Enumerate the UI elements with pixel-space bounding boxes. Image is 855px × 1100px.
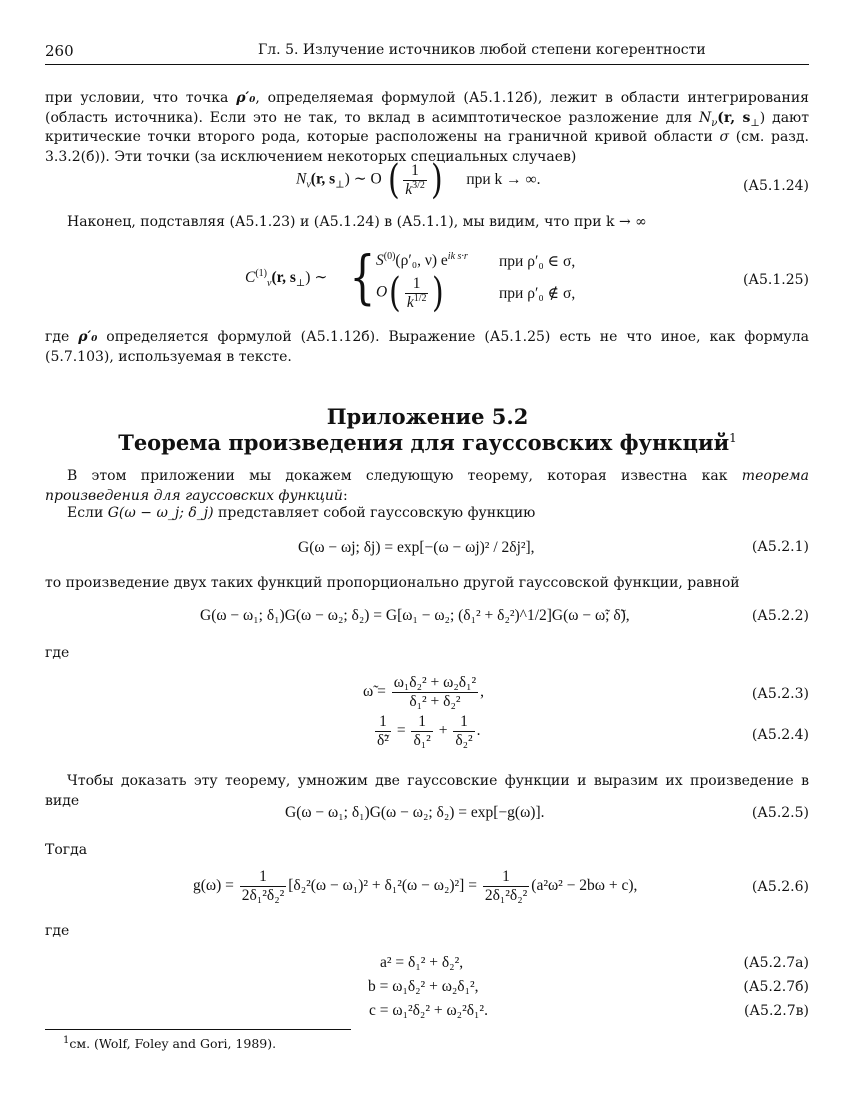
math-args: (r, s <box>310 170 336 188</box>
case1-condition: при ρ′₀ ∈ σ, <box>499 253 576 270</box>
then-label: Тогда <box>45 842 88 858</box>
equation-a5-2-4 <box>373 713 481 750</box>
equation-number: (А5.2.7а) <box>743 955 809 971</box>
math-rho: ρ′₀ <box>236 90 256 106</box>
math-c: C <box>245 269 256 286</box>
equation-number: (А5.2.7б) <box>743 979 809 995</box>
text: где <box>45 329 79 345</box>
page-number: 260 <box>45 42 74 60</box>
equation-a5-2-7a: a² = δ₁² + δ₂², <box>380 954 464 971</box>
paragraph-proof: Чтобы доказать эту теорему, умножим две гауссовские функции и выразим их произведение в виде <box>45 773 809 809</box>
equation-a5-2-1: G(ω − ωj; δj) = exp[−(ω − ωj)² / 2δj²], <box>298 539 535 556</box>
appendix-number: Приложение 5.2 <box>326 404 529 429</box>
equation-a5-1-25-case1 <box>376 252 468 270</box>
equation-number: (А5.1.24) <box>742 178 809 194</box>
superscript: (0) <box>383 250 396 262</box>
equation-number: (А5.2.5) <box>751 805 809 821</box>
math-sigma: σ <box>719 129 730 145</box>
numerator: 1 <box>483 868 529 887</box>
equation-number: (А5.2.4) <box>751 727 809 743</box>
equation-a5-1-25-case2 <box>376 270 446 316</box>
header-rule <box>45 64 809 65</box>
superscript: (1) <box>255 267 268 279</box>
math-n: N <box>296 170 307 188</box>
equation-a5-2-5: G(ω − ω₁; δ₁)G(ω − ω₂; δ₂) = exp[−g(ω)]. <box>285 804 545 821</box>
equation-a5-2-7c: c = ω₁²δ₂² + ω₂²δ₁². <box>369 1002 488 1019</box>
math-s: S <box>376 252 384 269</box>
equation-number: (А5.2.3) <box>751 686 809 702</box>
numerator: 1 <box>405 275 429 294</box>
fraction <box>405 275 429 312</box>
exponent: 3/2 <box>412 179 425 191</box>
where-label: где <box>45 645 70 661</box>
text: ) дают критические точки второго рода, которые расположены на граничной кривой области <box>45 109 809 145</box>
equation-number: (А5.2.1) <box>751 539 809 555</box>
where-label: где <box>45 923 70 939</box>
right-paren: ) <box>432 270 445 316</box>
text: Если <box>67 505 108 521</box>
condition: при k → ∞. <box>466 170 541 188</box>
fraction <box>411 713 432 750</box>
fraction <box>375 713 391 750</box>
numerator: 1 <box>240 868 286 887</box>
denominator: δ̃² <box>377 732 389 749</box>
math-o: O <box>376 283 388 301</box>
text: (см. разд. 3.3.2(б)). Эти точки (за исключением некоторых специальных случаев) <box>45 129 809 165</box>
text: В этом приложении мы докажем следующую теорему, которая известна как <box>67 468 742 484</box>
fraction <box>403 162 427 199</box>
denominator: 2δ₁²δ₂² <box>241 887 285 904</box>
denominator: δ₂² <box>455 732 473 749</box>
equation-a5-2-3 <box>363 674 484 711</box>
paragraph-definition <box>45 504 809 524</box>
denominator: δ₁² <box>413 732 431 749</box>
left-paren: ( <box>389 270 401 316</box>
math-lhs: ω̃ = <box>363 683 386 701</box>
math-sub: ν <box>711 117 718 129</box>
equation-a5-2-6 <box>193 868 637 905</box>
footnote <box>63 1036 276 1051</box>
fraction <box>483 868 529 905</box>
denominator: k <box>405 180 413 198</box>
fraction <box>453 713 474 750</box>
footnote-text: см. (Wolf, Foley and Gori, 1989). <box>69 1036 277 1051</box>
equation-a5-2-2: G(ω − ω₁; δ₁)G(ω − ω₂; δ₂) = G[ω₁ − ω₂; (δ₁² + δ₂²)^1/2]G(ω − ω̃; δ̃), <box>200 607 630 624</box>
punctuation: , <box>480 683 484 701</box>
text: при условии, что точка <box>45 90 237 106</box>
math-perp: ⊥ <box>750 117 760 129</box>
numerator: 1 <box>411 713 432 732</box>
math-sub: ν <box>267 278 272 290</box>
case2-condition: при ρ′₀ ∉ σ, <box>499 285 576 302</box>
exponent: ik s·r <box>447 250 468 262</box>
math-op: = <box>396 722 406 740</box>
denominator: k <box>406 293 414 311</box>
footnote-mark: 1 <box>729 431 737 445</box>
denominator: δ₁² + δ₂² <box>409 693 461 710</box>
math-op: + <box>438 722 448 740</box>
equation-a5-1-25-lhs <box>245 267 328 290</box>
math-op: ) ∼ O <box>344 170 382 188</box>
fraction <box>240 868 286 905</box>
left-brace: { <box>349 243 376 311</box>
exponent: 1/2 <box>413 292 427 304</box>
math-rho: ρ′₀ <box>78 329 98 345</box>
math-lhs: g(ω) = <box>193 877 234 895</box>
text: определяется формулой (А5.1.12б). Выражение (А5.1.25) есть не что иное, как формула (5.7.103), используемая в тексте. <box>45 329 809 365</box>
math-perp: ⊥ <box>335 179 345 191</box>
math-tail: (a²ω² − 2bω + c), <box>531 877 638 895</box>
paragraph-remark <box>45 328 809 367</box>
right-paren: ) <box>430 157 443 203</box>
footnote-mark: 1 <box>63 1034 70 1046</box>
text: : <box>342 487 348 504</box>
text: представляет собой гауссовскую функцию <box>213 505 536 521</box>
math-args: (ρ′₀, ν) e <box>395 252 448 269</box>
math-sub: ν <box>306 179 311 191</box>
appendix-title-text: Теорема произведения для гауссовских функций <box>118 430 730 455</box>
math-middle: [δ₂²(ω − ω₁)² + δ₁²(ω − ω₂)²] = <box>288 877 477 895</box>
equation-a5-2-7b: b = ω₁δ₂² + ω₂δ₁², <box>368 978 479 995</box>
equation-a5-1-24 <box>296 157 541 203</box>
punctuation: . <box>476 722 481 740</box>
math-expression: G(ω − ω_j; δ_j) <box>107 505 214 521</box>
running-head: Гл. 5. Излучение источников любой степени когерентности <box>258 42 706 58</box>
paragraph-theorem-intro <box>45 467 809 506</box>
paragraph-intro <box>45 89 809 167</box>
paragraph-substitution: Наконец, подставляя (А5.1.23) и (А5.1.24) в (А5.1.1), мы видим, что при k → ∞ <box>67 214 647 230</box>
numerator: 1 <box>453 713 474 732</box>
footnote-rule <box>45 1029 351 1030</box>
math-args: (r, s <box>717 109 751 126</box>
math-perp: ⊥ <box>295 278 306 290</box>
appendix-title <box>0 430 855 455</box>
paragraph-product: то произведение двух таких функций пропорционально другой гауссовской функции, равной <box>45 575 740 591</box>
text: , определяемая формулой (А5.1.12б), лежит в области интегрирования (область источника). Если это не так, то вклад в асимптотическое разложение для <box>45 90 809 126</box>
emphasis: теорема произведения для гауссовских функций <box>45 468 809 504</box>
math-args: (r, s <box>271 269 296 286</box>
numerator: ω₁δ₂² + ω₂δ₁² <box>393 674 477 691</box>
equation-number: (А5.2.6) <box>751 879 809 895</box>
numerator: 1 <box>403 162 427 181</box>
numerator: 1 <box>375 713 391 732</box>
equation-number: (А5.2.7в) <box>743 1003 809 1019</box>
denominator: 2δ₁²δ₂² <box>484 887 528 904</box>
math-op: ) ∼ <box>305 269 328 286</box>
fraction <box>392 674 478 711</box>
equation-number: (А5.2.2) <box>751 608 809 624</box>
equation-number: (А5.1.25) <box>742 272 809 288</box>
left-paren: ( <box>387 157 400 203</box>
math-n: N <box>698 109 712 126</box>
